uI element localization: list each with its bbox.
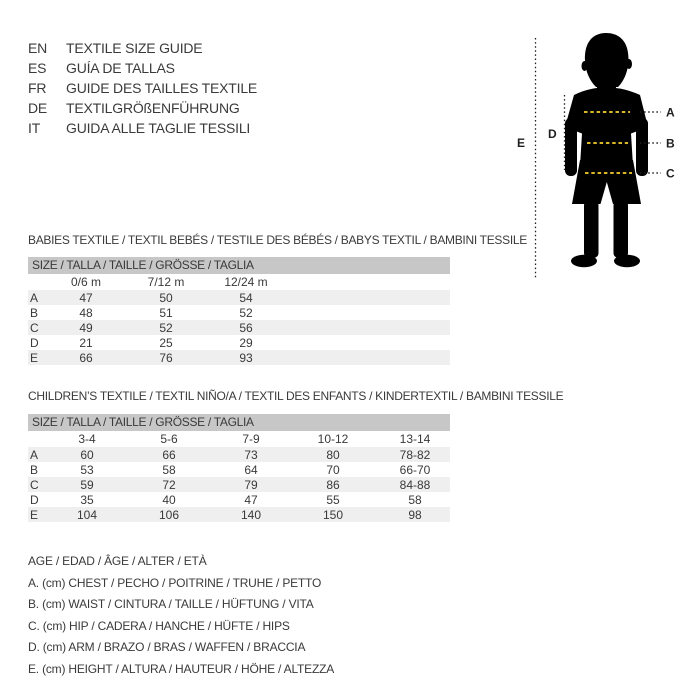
size-value: 40 xyxy=(162,492,176,507)
column-header: 13-14 xyxy=(399,432,431,446)
size-value: 47 xyxy=(244,492,258,507)
size-value: 64 xyxy=(244,462,258,477)
measure-label-e: E xyxy=(517,136,526,150)
size-value: 54 xyxy=(239,290,253,305)
column-header: 5-6 xyxy=(160,432,178,446)
language-title-list xyxy=(28,38,257,138)
size-value: 59 xyxy=(80,477,94,492)
silhouette-ear-left xyxy=(582,61,588,71)
size-value: 80 xyxy=(326,447,340,462)
table-row xyxy=(28,335,450,350)
size-value: 29 xyxy=(239,335,253,350)
babies-column-header-row xyxy=(28,274,450,290)
size-value: 58 xyxy=(408,492,422,507)
legend-chest: A. (cm) CHEST / PECHO / POITRINE / TRUHE / PETTO xyxy=(28,575,322,590)
children-column-header-row xyxy=(28,431,450,447)
babies-section-title: BABIES TEXTILE / TEXTIL BEBÉS / TESTILE DES BÉBÉS / BABYS TEXTIL / BAMBINI TESSILE xyxy=(28,233,527,247)
row-label: C xyxy=(30,477,39,492)
legend-height: E. (cm) HEIGHT / ALTURA / HAUTEUR / HÖHE / ALTEZZA xyxy=(28,661,335,676)
size-value: 79 xyxy=(244,477,258,492)
table-row xyxy=(28,320,450,335)
column-header: 0/6 m xyxy=(70,275,101,289)
legend-hip: C. (cm) HIP / CADERA / HANCHE / HÜFTE / HIPS xyxy=(28,618,290,633)
size-value: 93 xyxy=(239,350,253,365)
silhouette-ear-right xyxy=(626,59,632,69)
row-label: D xyxy=(30,492,39,507)
language-code: FR xyxy=(28,80,47,96)
size-value: 60 xyxy=(80,447,94,462)
guide-title-en: TEXTILE SIZE GUIDE xyxy=(66,40,203,56)
column-header: 10-12 xyxy=(317,432,349,446)
guide-title-es: GUÍA DE TALLAS xyxy=(66,60,175,76)
size-value: 35 xyxy=(80,492,94,507)
guide-title-fr: GUIDE DES TAILLES TEXTILE xyxy=(66,80,258,96)
measure-label-b: B xyxy=(666,136,675,151)
legend-arm: D. (cm) ARM / BRAZO / BRAS / WAFFEN / BRACCIA xyxy=(28,640,306,654)
size-value: 98 xyxy=(408,507,422,522)
guide-title-de: TEXTILGRÖßENFÜHRUNG xyxy=(66,100,240,116)
size-value: 66-70 xyxy=(399,462,431,477)
size-value: 66 xyxy=(162,447,176,462)
child-silhouette xyxy=(565,33,648,267)
silhouette-foot-right xyxy=(614,255,640,267)
language-row-it xyxy=(28,118,257,138)
language-row-de xyxy=(28,98,257,118)
measure-label-c: C xyxy=(666,166,675,181)
table-row xyxy=(28,305,450,320)
row-label: A xyxy=(30,290,39,305)
size-value: 72 xyxy=(162,477,176,492)
children-table-rows xyxy=(28,447,450,522)
babies-table-rows xyxy=(28,290,450,365)
table-row xyxy=(28,290,450,305)
size-value: 55 xyxy=(326,492,340,507)
silhouette-shirt xyxy=(565,88,648,167)
row-label: E xyxy=(30,507,39,522)
table-row xyxy=(28,350,450,365)
silhouette-leg-right xyxy=(614,200,629,258)
size-value: 56 xyxy=(239,320,253,335)
column-header: 7-9 xyxy=(242,432,260,446)
size-value: 52 xyxy=(159,320,173,335)
language-code: EN xyxy=(28,40,48,56)
silhouette-arm-right xyxy=(636,118,648,176)
table-row xyxy=(28,507,450,522)
silhouette-foot-left xyxy=(571,255,597,267)
language-row-fr xyxy=(28,78,257,98)
babies-size-table xyxy=(28,257,450,365)
guide-title-it: GUIDA ALLE TAGLIE TESSILI xyxy=(66,120,251,136)
column-header: 3-4 xyxy=(78,432,96,446)
row-label: B xyxy=(30,305,39,320)
measure-label-a: A xyxy=(666,105,675,120)
size-value: 58 xyxy=(162,462,176,477)
size-value: 48 xyxy=(79,305,93,320)
row-label: B xyxy=(30,462,39,477)
size-value: 76 xyxy=(159,350,173,365)
size-value: 86 xyxy=(326,477,340,492)
silhouette-arm-left xyxy=(565,118,577,176)
size-value: 140 xyxy=(240,507,262,522)
table-row xyxy=(28,477,450,492)
size-value: 50 xyxy=(159,290,173,305)
size-value: 104 xyxy=(76,507,98,522)
size-value: 49 xyxy=(79,320,93,335)
size-value: 47 xyxy=(79,290,93,305)
child-silhouette-figure xyxy=(505,25,700,290)
size-value: 78-82 xyxy=(399,447,431,462)
size-value: 25 xyxy=(159,335,173,350)
silhouette-head xyxy=(585,33,629,87)
children-size-header-bar: SIZE / TALLA / TAILLE / GRÖSSE / TAGLIA xyxy=(28,414,450,431)
measurement-legend xyxy=(28,551,334,680)
size-value: 66 xyxy=(79,350,93,365)
row-label: D xyxy=(30,335,39,350)
size-value: 52 xyxy=(239,305,253,320)
language-row-es xyxy=(28,58,257,78)
language-code: IT xyxy=(28,120,41,136)
size-value: 51 xyxy=(159,305,173,320)
size-value: 53 xyxy=(80,462,94,477)
table-row xyxy=(28,447,450,462)
children-size-table xyxy=(28,414,450,522)
table-row xyxy=(28,492,450,507)
silhouette-leg-left xyxy=(584,200,599,258)
size-value: 84-88 xyxy=(399,477,431,492)
legend-age: AGE / EDAD / ÂGE / ALTER / ETÀ xyxy=(28,554,207,568)
language-row-en xyxy=(28,38,257,58)
silhouette-shorts xyxy=(572,160,641,204)
language-code: ES xyxy=(28,60,47,76)
column-header: 12/24 m xyxy=(224,275,268,289)
row-label: E xyxy=(30,350,39,365)
measure-label-d: D xyxy=(548,127,557,141)
size-value: 73 xyxy=(244,447,258,462)
size-value: 21 xyxy=(79,335,93,350)
babies-size-header-bar: SIZE / TALLA / TAILLE / GRÖSSE / TAGLIA xyxy=(28,257,450,274)
row-label: A xyxy=(30,447,39,462)
size-value: 70 xyxy=(326,462,340,477)
table-row xyxy=(28,462,450,477)
children-section-title: CHILDREN’S TEXTILE / TEXTIL NIÑO/A / TEXTIL DES ENFANTS / KINDERTEXTIL / BAMBINI TESSILE xyxy=(28,389,564,403)
language-code: DE xyxy=(28,100,48,116)
row-label: C xyxy=(30,320,39,335)
legend-waist: B. (cm) WAIST / CINTURA / TAILLE / HÜFTUNG / VITA xyxy=(28,597,314,611)
column-header: 7/12 m xyxy=(147,275,185,289)
size-value: 106 xyxy=(158,507,180,522)
size-value: 150 xyxy=(322,507,344,522)
